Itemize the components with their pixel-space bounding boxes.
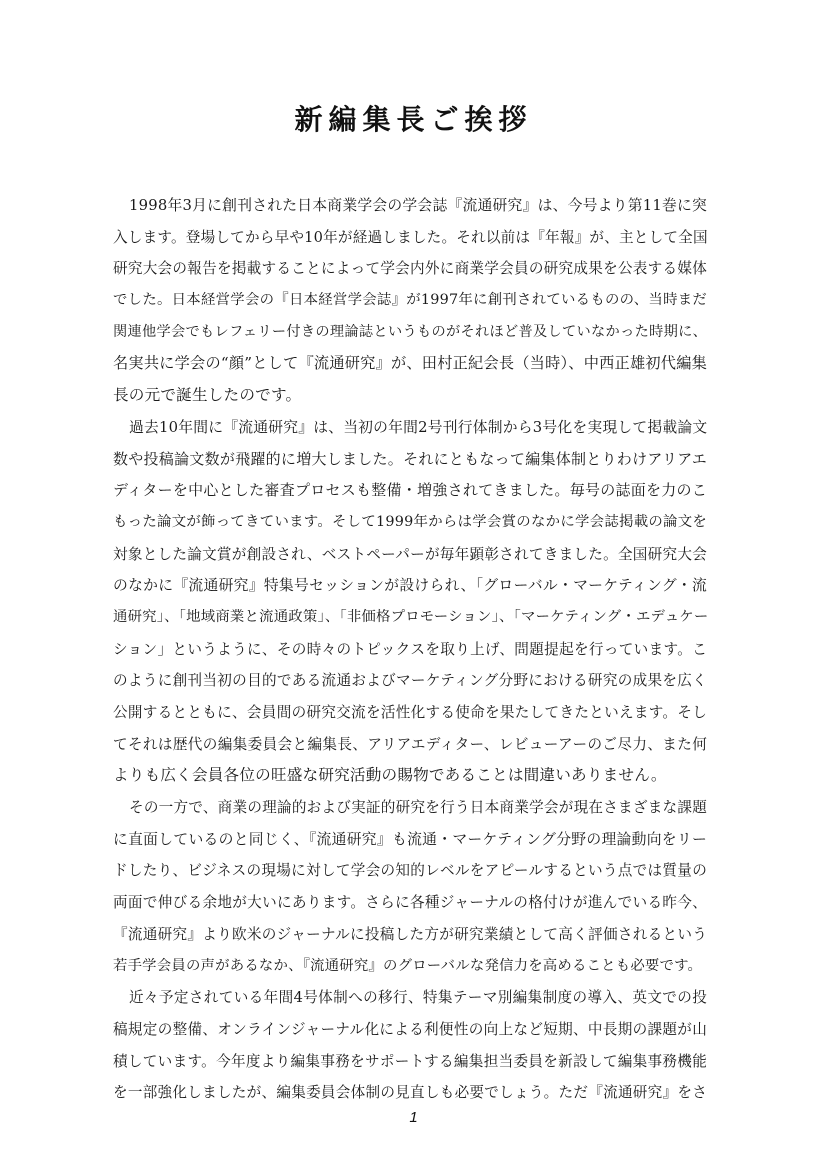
text-line: よりも広く会員各位の旺盛な研究活動の賜物であることは間違いありません。: [113, 766, 667, 785]
text-line: 稿規定の整備、オンラインジャーナル化による利便性の向上など短期、中長期の課題が山: [113, 1020, 707, 1038]
text-line: その一方で、商業の理論的および実証的研究を行う日本商業学会が現在さまざまな課題: [129, 799, 707, 817]
text-line: ディターを中心とした審査プロセスも整備・増強されてきました。毎号の誌面を力のこ: [113, 481, 707, 500]
text-line: 名実共に学会の“顔”として『流通研究』が、田村正紀会長（当時）、中西正雄初代編集: [113, 354, 707, 373]
paragraph-1: [113, 190, 707, 412]
text-line: 公開するとともに、会員間の研究交流を活性化する使命を果たしてきたといえます。そし: [113, 704, 707, 721]
text-line: もった論文が飾ってきています。そして1999年からは学会賞のなかに学会誌掲載の論文を: [113, 513, 707, 530]
text-line: を一部強化しましたが、編集委員会体制の見直しも必要でしょう。ただ『流通研究』をさ: [113, 1084, 707, 1102]
text-line: 両面で伸びる余地が大いにあります。さらに各種ジャーナルの格付けが進んでいる昨今、: [113, 894, 707, 912]
text-line: 1998年3月に創刊された日本商業学会の学会誌『流通研究』は、今号より第11巻に突: [129, 197, 707, 214]
text-line: 関連他学会でもレフェリー付きの理論誌というものがそれほど普及していなかった時期に、: [113, 323, 707, 340]
text-line: でした。日本経営学会の『日本経営学会誌』が1997年に創刊されているものの、当時まだ: [113, 292, 707, 309]
text-line: 積しています。今年度より編集事務をサポートする編集担当委員を新設して編集事務機能: [113, 1052, 707, 1070]
text-line: のなかに『流通研究』特集号セッションが設けられ、「グローバル・マーケティング・流: [113, 577, 707, 595]
text-line: 若手学会員の声があるなか、『流通研究』のグローバルな発信力を高めることも必要です。: [113, 957, 703, 974]
paragraph-4: [113, 982, 707, 1109]
text-line: てそれは歴代の編集委員会と編集長、アリアエディター、レビューアーのご尽力、また何: [113, 735, 707, 753]
text-line: 通研究」、「地域商業と流通政策」、「非価格プロモーション」、「マーケティング・エデュケー: [113, 608, 709, 625]
text-line: 過去10年間に『流通研究』は、当初の年間2号刊行体制から3号化を実現して掲載論文: [129, 418, 708, 436]
text-line: 近々予定されている年間4号体制への移行、特集テーマ別編集制度の導入、英文での投: [129, 989, 707, 1007]
paragraph-3: [113, 792, 707, 982]
text-line: 入します。登場してから早や10年が経過しました。それ以前は『年報』が、主として全国: [113, 228, 708, 246]
text-line: 数や投稿論文数が飛躍的に増大しました。それにともなって編集体制とりわけアリアエ: [113, 449, 707, 468]
text-line: 対象とした論文賞が創設され、ベストペーパーが毎年顕彰されてきました。全国研究大会: [113, 545, 707, 563]
text-line: 『流通研究』より欧米のジャーナルに投稿した方が研究業績として高く評価されるという: [113, 925, 707, 943]
body-text: [113, 190, 707, 1109]
text-line: ション」というように、その時々のトピックスを取り上げ、問題提起を行っています。こ: [113, 640, 707, 658]
paragraph-2: [113, 412, 707, 792]
text-line: のように創刊当初の目的である流通およびマーケティング分野における研究の成果を広く: [113, 672, 707, 690]
page-number: 1: [409, 1109, 418, 1126]
text-line: 長の元で誕生したのです。: [113, 386, 302, 405]
text-line: に直面しているのと同じく、『流通研究』も流通・マーケティング分野の理論動向をリー: [113, 830, 707, 848]
text-line: 研究大会の報告を掲載することによって学会内外に商業学会員の研究成果を公表する媒体: [113, 260, 707, 278]
text-line: ドしたり、ビジネスの現場に対して学会の知的レベルをアピールするという点では質量の: [113, 862, 707, 880]
page-title: 新編集長ご挨拶: [294, 103, 533, 136]
